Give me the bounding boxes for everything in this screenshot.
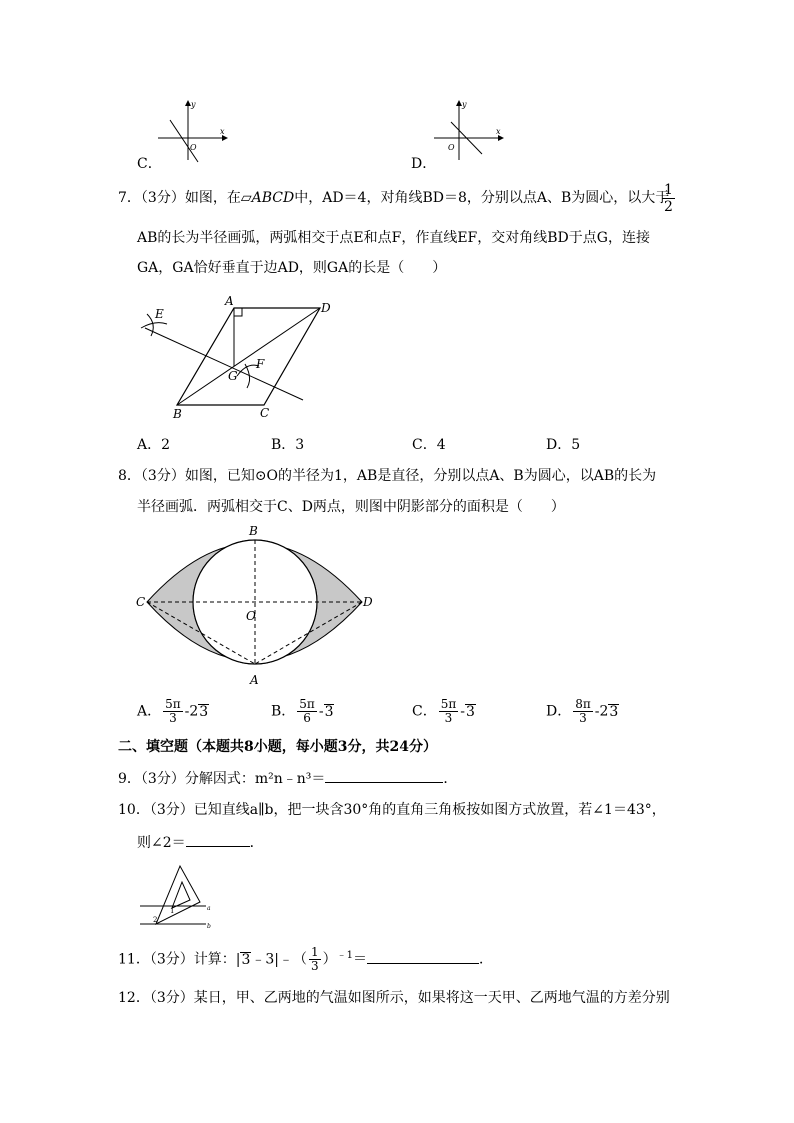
q8-label-b: B: [249, 524, 258, 538]
q7-option-a: A．2: [137, 437, 171, 453]
q8-option-c: C． $\frac{5\pi}{3}$ -3: [412, 697, 475, 725]
q6d-y-label: y: [462, 100, 467, 109]
q7-label-f: F: [256, 357, 265, 371]
q8-figure: [130, 520, 380, 690]
q7-frac-den: 2: [664, 199, 673, 215]
q6c-origin-label: O: [190, 143, 197, 152]
q7-frac-num: 1: [664, 182, 673, 198]
q6c-y-label: y: [191, 100, 196, 109]
q7-abcd: ABCD: [251, 190, 295, 206]
q8-option-b: B． $\frac{5\pi}{6}$ -3: [271, 697, 334, 725]
q10-answer-blank[interactable]: [186, 832, 250, 847]
q8-label-d: D: [363, 595, 373, 609]
q8-label-c: C: [136, 595, 146, 609]
q6-graph-c: [150, 98, 230, 164]
q7-fraction: [662, 182, 675, 215]
q9-text: 9．（3分）分解因式：m²n﹣n³＝: [118, 771, 326, 787]
q9-answer-blank[interactable]: [325, 768, 443, 783]
q11-fraction: $\frac{1}{3}$: [311, 945, 319, 974]
q10-figure: [136, 862, 218, 932]
q7-prefix: 7．（3分）如图，在: [118, 190, 241, 206]
q10-label-2: 2: [153, 916, 158, 924]
q6-graph-d: [426, 98, 506, 164]
q7-label-b: B: [173, 407, 182, 421]
q8-line2: 半径画弧．两弧相交于C、D两点，则图中阴影部分的面积是（ ）: [137, 499, 565, 515]
q8-option-d: D． $\frac{8\pi}{3}$ -23: [546, 697, 619, 725]
q10-line2: 则∠2＝ ．: [137, 832, 264, 853]
q6c-x-label: x: [220, 127, 225, 136]
q6d-x-label: x: [496, 127, 501, 136]
q7-figure: [135, 292, 335, 422]
q8-option-a: A． $\frac{5\pi}{3}$ -23: [137, 697, 209, 725]
q7-option-d: D．5: [546, 437, 581, 453]
q10-line1: 10．（3分）已知直线a∥b，把一块含30°角的直角三角板按如图方式放置，若∠1＝43°，: [118, 802, 666, 818]
q6-option-c: C．: [137, 156, 162, 172]
q7-line2: AB的长为半径画弧，两弧相交于点E和点F，作直线EF，交对角线BD于点G，连接: [137, 230, 650, 246]
q7-parallelogram-symbol: ▱: [240, 190, 252, 206]
q7-label-c: C: [260, 406, 270, 420]
q11-line: 11．（3分）计算：|3﹣3|﹣（ $\frac{1}{3}$ ）$^{﹣1}$＝ ．: [118, 945, 494, 974]
q7-label-a: A: [225, 294, 234, 308]
q8-label-a: A: [250, 673, 259, 687]
q11-answer-blank[interactable]: [367, 949, 479, 964]
q6d-origin-label: O: [448, 143, 455, 152]
q8-line1: 8．（3分）如图，已知⊙O的半径为1，AB是直径，分别以点A、B为圆心，以AB的长为: [118, 468, 657, 484]
q10-label-a: a: [207, 905, 211, 912]
q7-line1: [118, 188, 669, 208]
q10-label-1: 1: [170, 907, 175, 915]
q8-label-o: O: [246, 609, 256, 623]
q7-label-g: G: [228, 369, 238, 383]
q10-label-b: b: [207, 923, 211, 930]
q11-sqrt: 3: [241, 951, 251, 968]
q12-line1: 12．（3分）某日，甲、乙两地的气温如图所示，如果将这一天甲、乙两地气温的方差分别: [118, 990, 670, 1006]
q7-line3: GA，GA恰好垂直于边AD，则GA的长是（ ）: [137, 260, 447, 276]
q7-option-b: B．3: [271, 437, 305, 453]
q7-label-e: E: [155, 307, 164, 321]
q6-option-d: D．: [411, 156, 437, 172]
q9-line: 9．（3分）分解因式：m²n﹣n³＝ ．: [118, 768, 457, 789]
q7-label-d: D: [321, 301, 331, 315]
section-2-title: 二、填空题（本题共8小题，每小题3分，共24分）: [118, 739, 437, 755]
q7-option-c: C．4: [412, 437, 446, 453]
q7-line1-rest: 中，AD＝4，对角线BD＝8，分别以点A、B为圆心，以大于: [294, 190, 670, 206]
